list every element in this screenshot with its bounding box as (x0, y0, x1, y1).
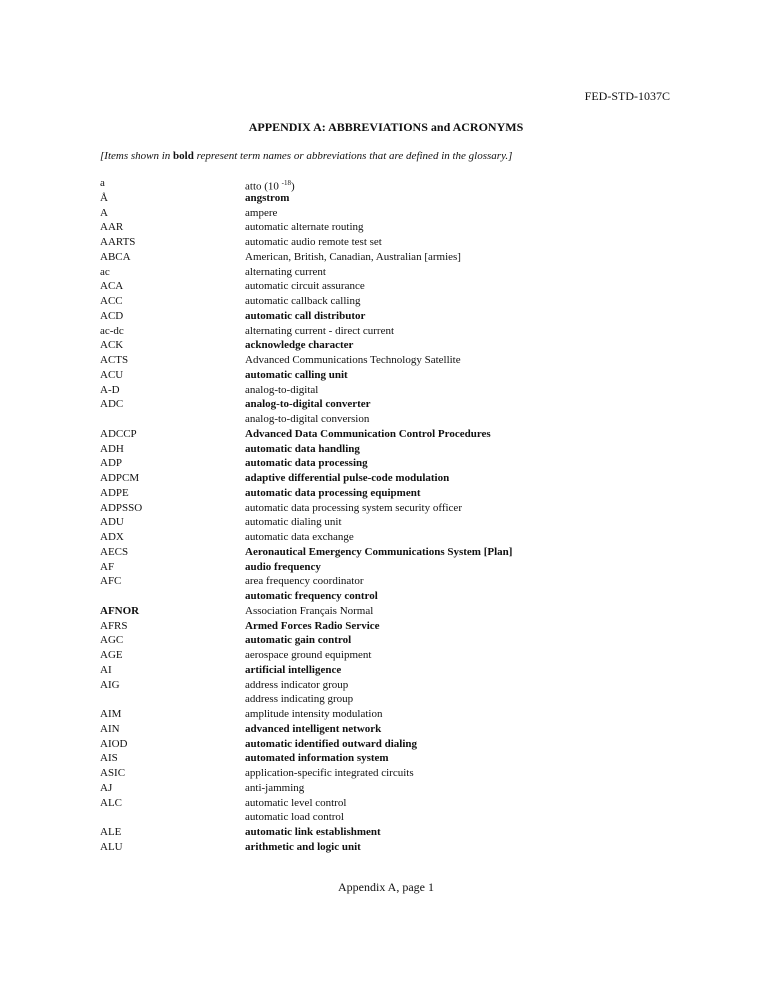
definition (245, 250, 461, 265)
definition (245, 486, 421, 501)
abbreviation: ADH (100, 442, 124, 455)
list-item (100, 766, 660, 781)
list-item (100, 633, 660, 648)
list-item (100, 707, 660, 722)
abbreviation: AIS (100, 752, 118, 765)
abbreviation: ACTS (100, 354, 129, 366)
definition (245, 604, 373, 619)
definition (245, 383, 318, 398)
definition (245, 633, 351, 648)
list-item (100, 191, 660, 206)
definition (245, 324, 394, 339)
abbreviation: ABCA (100, 250, 131, 263)
list-item (100, 206, 660, 221)
list-item (100, 692, 660, 707)
definition (245, 530, 354, 545)
definition (245, 678, 348, 693)
list-item (100, 751, 660, 766)
list-item (100, 220, 660, 235)
definition-text: audio frequency (245, 560, 321, 573)
definition-text: American, British, Canadian, Australian [armies] (245, 250, 461, 263)
definition-text: atto (10 (245, 180, 279, 193)
definition (245, 368, 348, 383)
definition-text: automatic call distributor (245, 309, 366, 322)
definition-text: automatic level control (245, 796, 347, 809)
definition-text: anti-jamming (245, 781, 305, 794)
definition (245, 338, 353, 353)
definition-text: Advanced Communications Technology Satellite (245, 354, 461, 366)
definition (245, 471, 449, 486)
definition-text: alternating current (245, 265, 326, 278)
document-id: FED-STD-1037C (584, 89, 670, 103)
abbreviation: ac-dc (100, 324, 124, 337)
abbreviation: ALU (100, 840, 123, 853)
abbreviation: ADU (100, 516, 124, 529)
definition (245, 515, 342, 530)
definition-text: area frequency coordinator (245, 575, 364, 588)
definition (245, 840, 361, 855)
definition (245, 737, 417, 752)
definition (245, 294, 360, 309)
abbreviation: ACA (100, 280, 124, 293)
definition-text: artificial intelligence (245, 663, 342, 676)
abbreviation: AJ (100, 781, 113, 794)
abbreviation: Å (100, 191, 108, 204)
definition (245, 796, 346, 811)
list-item (100, 810, 660, 825)
abbreviation: AIM (100, 708, 122, 720)
definition (245, 206, 277, 221)
abbreviation: ADX (100, 531, 124, 543)
definition-text: automatic circuit assurance (245, 280, 365, 293)
abbreviation: ADPCM (100, 472, 140, 484)
list-item (100, 383, 660, 398)
definition-text: arithmetic and logic unit (245, 840, 361, 853)
definition (245, 279, 365, 294)
definition-text: Armed Forces Radio Service (245, 619, 380, 632)
abbreviation: ACD (100, 309, 124, 322)
definition-text: automatic data processing equipment (245, 486, 421, 499)
list-item (100, 250, 660, 265)
abbreviation: A (100, 206, 108, 219)
definition-text: Aeronautical Emergency Communications System [Plan] (245, 545, 513, 558)
definition-text: acknowledge character (245, 339, 354, 352)
list-item (100, 515, 660, 530)
abbreviation: ADP (100, 457, 123, 470)
definition-text: automatic calling unit (245, 368, 348, 381)
definition-text: ampere (245, 206, 278, 219)
list-item (100, 501, 660, 516)
definition-text: Association Français Normal (245, 604, 374, 617)
definition (245, 397, 371, 412)
list-item (100, 840, 660, 855)
definition (245, 781, 304, 796)
definition (245, 692, 353, 707)
definition (245, 560, 321, 575)
list-item (100, 412, 660, 427)
list-item (100, 368, 660, 383)
list-item (100, 722, 660, 737)
definition-text: automatic data exchange (245, 531, 354, 543)
definition-text: analog-to-digital conversion (245, 413, 370, 425)
definition-text: address indicator group (245, 678, 349, 691)
abbreviation: AARTS (100, 236, 136, 248)
list-item (100, 604, 660, 619)
definition (245, 191, 289, 206)
definition (245, 619, 380, 634)
list-item (100, 825, 660, 840)
definition (245, 648, 371, 663)
page-title: APPENDIX A: ABBREVIATIONS and ACRONYMS (248, 120, 524, 134)
definition-tail: ) (291, 180, 295, 193)
definition-text: automatic data processing (245, 457, 368, 470)
definition-text: Advanced Data Communication Control Procedures (245, 427, 491, 440)
definition-text: automatic callback calling (245, 295, 361, 307)
list-item (100, 486, 660, 501)
abbreviation: AIOD (100, 737, 128, 750)
definition (245, 663, 341, 678)
definition-text: amplitude intensity modulation (245, 708, 383, 720)
abbreviation: AFNOR (100, 604, 140, 617)
abbreviation: ACU (100, 368, 124, 381)
list-item (100, 442, 660, 457)
definition-text: automated information system (245, 752, 389, 765)
abbreviation: ACK (100, 339, 124, 352)
abbreviation: ALC (100, 796, 122, 809)
list-item (100, 176, 660, 191)
abbreviation: a (100, 177, 105, 189)
list-item (100, 648, 660, 663)
list-item (100, 471, 660, 486)
definition (245, 220, 364, 235)
list-item (100, 796, 660, 811)
abbreviation: AFRS (100, 619, 128, 632)
abbreviation: ALE (100, 826, 122, 838)
definition (245, 589, 378, 604)
definition (245, 545, 512, 560)
definition-text: angstrom (245, 191, 290, 204)
definition (245, 353, 461, 368)
abbreviation: ADC (100, 398, 124, 411)
abbreviation: AIN (100, 722, 120, 735)
definition (245, 442, 360, 457)
list-item (100, 427, 660, 442)
list-item (100, 619, 660, 634)
abbreviation: AECS (100, 545, 129, 558)
list-item (100, 353, 660, 368)
list-item (100, 781, 660, 796)
definition (245, 722, 381, 737)
abbreviation: ADPE (100, 486, 129, 499)
definition-text: automatic load control (245, 811, 344, 824)
definition-text: analog-to-digital converter (245, 398, 371, 411)
note-suffix: represent term names or abbreviations that are defined in the glossary.] (193, 150, 513, 162)
list-item (100, 324, 660, 339)
list-item (100, 545, 660, 560)
glossary-note (100, 150, 512, 162)
definition-text: adaptive differential pulse-code modulation (245, 472, 450, 484)
definition (245, 235, 382, 250)
list-item (100, 574, 660, 589)
definition-text: aerospace ground equipment (245, 649, 372, 661)
list-item (100, 338, 660, 353)
abbreviation: ac (100, 265, 110, 278)
definition-text: automatic dialing unit (245, 516, 342, 529)
list-item (100, 663, 660, 678)
note-prefix: [Items shown in (100, 150, 174, 162)
abbreviation: ASIC (100, 767, 126, 779)
list-item (100, 279, 660, 294)
abbreviation: ADCCP (100, 427, 137, 440)
definition-text: analog-to-digital (245, 383, 319, 396)
list-item (100, 309, 660, 324)
abbreviation: AFC (100, 575, 122, 588)
definition-text: automatic frequency control (245, 590, 378, 602)
abbreviation: ADPSSO (100, 501, 143, 514)
definition (245, 501, 462, 516)
abbreviation: AAR (100, 221, 124, 234)
note-bold-word: bold (173, 150, 194, 162)
list-item (100, 737, 660, 752)
abbreviation: AI (100, 663, 112, 676)
definition (245, 766, 414, 781)
definition (245, 574, 364, 589)
list-item (100, 678, 660, 693)
definition-text: automatic gain control (245, 634, 352, 647)
list-item (100, 530, 660, 545)
definition-text: advanced intelligent network (245, 722, 382, 735)
abbreviation: A-D (100, 383, 120, 396)
definition-text: automatic audio remote test set (245, 236, 382, 248)
definition-text: alternating current - direct current (245, 324, 395, 337)
abbreviation: ACC (100, 295, 123, 307)
definition (245, 412, 369, 427)
definition (245, 810, 344, 825)
definition (245, 751, 389, 766)
definition (245, 707, 382, 722)
definition-text: automatic data handling (245, 442, 360, 455)
definition (245, 825, 381, 840)
list-item (100, 235, 660, 250)
abbreviation: AGC (100, 634, 124, 647)
definition-text: address indicating group (245, 693, 354, 706)
abbreviation: AGE (100, 649, 123, 661)
definition-text: automatic alternate routing (245, 221, 364, 234)
definition (245, 427, 491, 442)
definition-text: automatic identified outward dialing (245, 737, 418, 750)
definition-text: application-specific integrated circuits (245, 767, 414, 779)
definition (245, 265, 326, 280)
exponent: -18 (281, 179, 292, 187)
abbreviation: AF (100, 560, 115, 573)
list-item (100, 265, 660, 280)
abbreviation-list (100, 176, 660, 855)
list-item (100, 294, 660, 309)
definition (245, 309, 365, 324)
abbreviation: AIG (100, 678, 120, 691)
definition (245, 456, 368, 471)
page-footer: Appendix A, page 1 (338, 880, 434, 894)
definition-text: automatic link establishment (245, 826, 381, 838)
definition-text: automatic data processing system security officer (245, 501, 462, 514)
list-item (100, 456, 660, 471)
list-item (100, 589, 660, 604)
list-item (100, 560, 660, 575)
list-item (100, 397, 660, 412)
